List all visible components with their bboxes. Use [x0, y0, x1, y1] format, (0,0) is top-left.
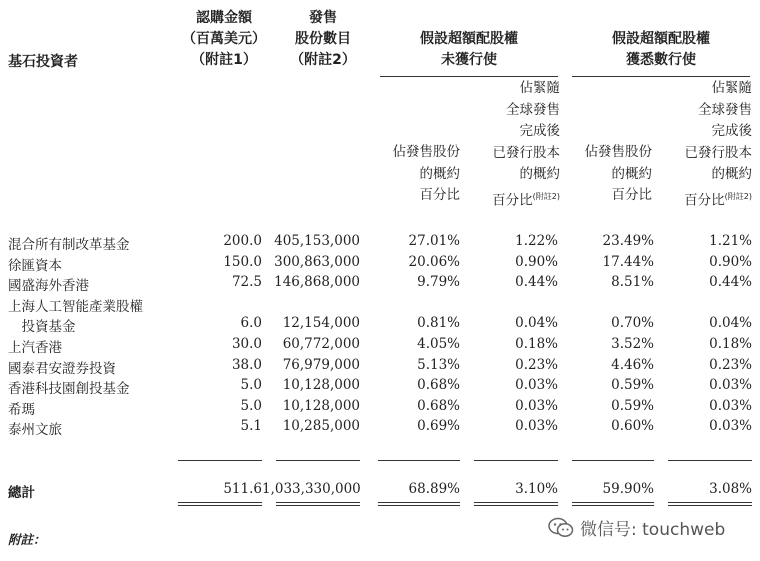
pct-issued-exercised-cell: 0.23% [709, 356, 752, 373]
group-exercised-rule [572, 76, 750, 77]
investor-name: 投資基金 [8, 319, 76, 336]
total-rule-d2 [474, 505, 558, 506]
pct-offer-exercised-cell: 0.70% [611, 315, 654, 332]
shares-cell: 60,772,000 [282, 336, 360, 352]
pct-offer-exercised-cell: 0.59% [611, 397, 654, 414]
pct-issued-cell: 0.03% [515, 377, 558, 394]
shares-header-line3: （附註2） [290, 52, 356, 68]
pct-issued-header-1 [460, 78, 560, 212]
pct-issued-cell: 0.18% [515, 336, 558, 352]
pre-total-rule-p1 [378, 460, 460, 461]
investor-name: 國泰君安證券投資 [8, 360, 116, 377]
shares-cell: 76,979,000 [282, 356, 360, 373]
total-rule-e2 [572, 505, 654, 506]
pct-issued2-line6-text: 百分比 [684, 192, 725, 208]
pre-total-rule-sub [178, 460, 262, 461]
pct-offer2-line3: 百分比 [611, 187, 652, 203]
total-rule-b2 [276, 505, 360, 506]
pct-issued-exercised-cell: 0.03% [709, 377, 752, 394]
shares-cell: 405,153,000 [274, 233, 360, 249]
pct-offer-exercised-cell: 0.59% [611, 377, 654, 394]
total-rule-a2 [178, 505, 262, 506]
pct-offer-cell: 0.69% [417, 418, 460, 435]
pct-issued2-line1: 佔緊隨 [711, 80, 752, 96]
pct-issued-cell: 0.04% [515, 315, 558, 332]
group-not-exercised-header [378, 29, 560, 71]
pre-total-rule-p4 [668, 460, 752, 461]
group-not-exercised-rule [380, 76, 558, 77]
subscription-cell: 5.0 [240, 397, 262, 414]
shares-cell: 12,154,000 [282, 315, 360, 332]
subscription-amount-header [178, 8, 270, 71]
pct-issued-exercised-cell: 0.18% [709, 336, 752, 352]
total-rule-e1 [572, 502, 654, 503]
offer-shares-header [278, 8, 368, 71]
investor-name: 混合所有制改革基金 [8, 237, 130, 253]
subscription-cell: 200.0 [223, 233, 262, 249]
shares-cell: 300,863,000 [274, 253, 360, 270]
pct-offer-exercised-cell: 4.46% [611, 356, 654, 373]
total-pct-offer-exercised: 59.90% [602, 481, 654, 497]
note-ref-1: (附註2) [532, 191, 560, 201]
pct-offer-cell: 9.79% [417, 274, 460, 291]
pct-offer2-line1: 佔發售股份 [584, 144, 652, 160]
pct-issued-line4: 已發行股本 [492, 144, 560, 161]
pct-offer-cell: 0.81% [417, 315, 460, 332]
pct-issued-exercised-cell: 0.90% [709, 253, 752, 270]
total-rule-c1 [378, 502, 460, 503]
shares-cell: 10,285,000 [282, 418, 360, 435]
pct-issued-exercised-cell: 0.04% [709, 315, 752, 332]
pct-issued-exercised-cell: 1.21% [709, 233, 752, 249]
pct-issued-line3: 完成後 [519, 123, 560, 139]
pct-offer-cell: 4.05% [417, 336, 460, 352]
total-rule-f2 [668, 505, 752, 506]
pct-offer-cell: 0.68% [417, 377, 460, 394]
note-ref-2: (附註2) [724, 191, 752, 201]
total-rule-f1 [668, 502, 752, 503]
total-pct-issued: 3.10% [515, 481, 558, 497]
pct-offer2-line2: 的概約 [611, 165, 652, 182]
subscription-cell: 6.0 [240, 315, 262, 332]
pre-total-rule-p2 [474, 460, 558, 461]
shares-header-line2: 股份數目 [295, 31, 351, 47]
footnote-label: 附註： [8, 532, 46, 547]
pct-issued-line6-text: 百分比 [492, 192, 533, 208]
investor-name: 希瑪 [8, 401, 35, 418]
investor-name: 國盛海外香港 [8, 278, 89, 295]
pct-offer-header-2 [560, 142, 652, 207]
pct-issued2-line6 [652, 186, 752, 212]
total-pct-issued-exercised: 3.08% [709, 481, 752, 497]
pct-issued-cell: 1.22% [515, 233, 558, 249]
group-exercised-line2: 獲悉數行使 [626, 52, 696, 68]
subscription-header-line3: （附註1） [191, 52, 257, 68]
subscription-cell: 72.5 [231, 274, 262, 291]
pct-offer-line1: 佔發售股份 [392, 144, 460, 160]
pct-issued2-line2: 全球發售 [698, 101, 752, 118]
shares-header-line1: 發售 [309, 10, 337, 26]
pct-issued-exercised-cell: 0.03% [709, 397, 752, 414]
subscription-cell: 38.0 [231, 356, 262, 373]
pct-offer-cell: 20.06% [408, 253, 460, 270]
pct-offer-exercised-cell: 3.52% [611, 336, 654, 352]
subscription-cell: 5.0 [240, 377, 262, 394]
total-rule-a1 [178, 502, 262, 503]
pct-issued-cell: 0.03% [515, 418, 558, 435]
pct-offer-exercised-cell: 23.49% [602, 233, 654, 249]
total-rule-c2 [378, 505, 460, 506]
total-rule-b1 [276, 502, 360, 503]
group-not-exercised-line1: 假設超額配股權 [420, 31, 518, 47]
pct-offer-line2: 的概約 [419, 165, 460, 182]
subscription-header-line2: （百萬美元） [182, 31, 266, 47]
pre-total-rule-p3 [572, 460, 654, 461]
group-exercised-line1: 假設超額配股權 [612, 31, 710, 47]
pct-offer-exercised-cell: 8.51% [611, 274, 654, 291]
pct-issued-cell: 0.23% [515, 356, 558, 373]
pct-offer-cell: 27.01% [408, 233, 460, 249]
subscription-header-line1: 認購金額 [196, 10, 252, 26]
pct-offer-header-1 [368, 142, 460, 207]
pct-issued-exercised-cell: 0.44% [709, 274, 752, 291]
pct-issued-line6 [460, 186, 560, 212]
shares-cell: 146,868,000 [274, 274, 360, 291]
investor-name: 泰州文旅 [8, 422, 62, 439]
investor-name: 徐匯資本 [8, 257, 62, 274]
investor-name: 上海人工智能產業股權 [8, 298, 143, 315]
total-label: 總計 [8, 485, 35, 501]
pct-issued-cell: 0.03% [515, 397, 558, 414]
subscription-cell: 150.0 [223, 253, 262, 270]
pct-offer-cell: 5.13% [417, 356, 460, 373]
pct-issued-cell: 0.44% [515, 274, 558, 291]
wechat-icon [548, 517, 574, 539]
pct-issued2-line4: 已發行股本 [684, 144, 752, 161]
group-not-exercised-line2: 未獲行使 [441, 52, 497, 68]
total-pct-offer: 68.89% [408, 481, 460, 497]
pct-issued-cell: 0.90% [515, 253, 558, 270]
pct-offer-line3: 百分比 [419, 187, 460, 203]
investor-name: 上汽香港 [8, 340, 62, 356]
watermark-text: 微信号: touchweb [580, 520, 726, 540]
pct-issued2-line3: 完成後 [711, 123, 752, 139]
shares-cell: 10,128,000 [282, 377, 360, 394]
subscription-cell: 5.1 [240, 418, 262, 435]
pct-offer-cell: 0.68% [417, 397, 460, 414]
pre-total-rule-shares [276, 460, 360, 461]
subscription-cell: 30.0 [231, 336, 262, 352]
pct-issued-line1: 佔緊隨 [519, 80, 560, 96]
total-shares: 1,033,330,000 [262, 481, 361, 497]
pct-issued-line2: 全球發售 [506, 101, 560, 118]
group-exercised-header [570, 29, 752, 71]
pct-issued-exercised-cell: 0.03% [709, 418, 752, 435]
wechat-watermark [548, 515, 725, 540]
total-rule-d1 [474, 502, 558, 503]
pct-offer-exercised-cell: 0.60% [611, 418, 654, 435]
pct-issued2-line5: 的概約 [711, 166, 752, 182]
total-subscription: 511.6 [223, 481, 262, 497]
shares-cell: 10,128,000 [282, 397, 360, 414]
pct-issued-line5: 的概約 [519, 166, 560, 182]
pct-issued-header-2 [652, 78, 752, 212]
investor-column-header: 基石投資者 [8, 54, 78, 70]
investor-name: 香港科技園創投基金 [8, 381, 130, 398]
pct-offer-exercised-cell: 17.44% [602, 253, 654, 270]
